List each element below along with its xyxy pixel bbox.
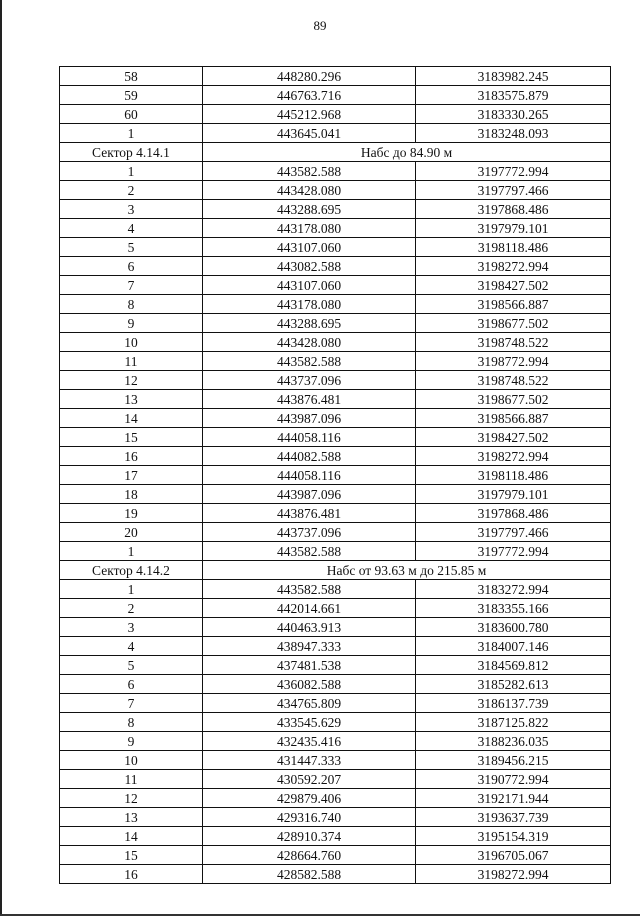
- coordinate-y: 3197772.994: [416, 542, 611, 561]
- table-row: [60, 390, 611, 409]
- point-number: 12: [60, 789, 203, 808]
- table-row: [60, 827, 611, 846]
- coordinate-x: 445212.968: [203, 105, 416, 124]
- point-number: 2: [60, 599, 203, 618]
- coordinate-y: 3183600.780: [416, 618, 611, 637]
- coordinates-table-body: [60, 67, 611, 884]
- table-row: [60, 656, 611, 675]
- coordinate-x: 443178.080: [203, 219, 416, 238]
- point-number: 1: [60, 580, 203, 599]
- point-number: 18: [60, 485, 203, 504]
- point-number: 5: [60, 238, 203, 257]
- coordinate-y: 3183355.166: [416, 599, 611, 618]
- coordinate-y: 3198118.486: [416, 238, 611, 257]
- table-row: [60, 580, 611, 599]
- point-number: 10: [60, 333, 203, 352]
- coordinate-x: 443082.588: [203, 257, 416, 276]
- table-row: [60, 732, 611, 751]
- coordinate-x: 430592.207: [203, 770, 416, 789]
- table-row: [60, 713, 611, 732]
- table-row: [60, 808, 611, 827]
- point-number: 7: [60, 694, 203, 713]
- point-number: 5: [60, 656, 203, 675]
- coordinate-x: 443645.041: [203, 124, 416, 143]
- coordinate-y: 3183575.879: [416, 86, 611, 105]
- coordinate-x: 443582.588: [203, 580, 416, 599]
- table-row: [60, 599, 611, 618]
- coordinate-x: 437481.538: [203, 656, 416, 675]
- point-number: 15: [60, 428, 203, 447]
- table-row: [60, 542, 611, 561]
- table-row: [60, 314, 611, 333]
- coordinate-x: 428582.588: [203, 865, 416, 884]
- point-number: 17: [60, 466, 203, 485]
- coordinate-y: 3195154.319: [416, 827, 611, 846]
- coordinates-table: [59, 66, 611, 884]
- table-row: [60, 789, 611, 808]
- coordinate-x: 431447.333: [203, 751, 416, 770]
- coordinate-y: 3198748.522: [416, 371, 611, 390]
- coordinate-x: 443428.080: [203, 181, 416, 200]
- table-row: [60, 751, 611, 770]
- table-row: [60, 428, 611, 447]
- coordinate-x: 443178.080: [203, 295, 416, 314]
- point-number: 2: [60, 181, 203, 200]
- point-number: 20: [60, 523, 203, 542]
- point-number: 7: [60, 276, 203, 295]
- coordinate-x: 443987.096: [203, 409, 416, 428]
- table-row: [60, 238, 611, 257]
- coordinate-y: 3196705.067: [416, 846, 611, 865]
- coordinate-y: 3183982.245: [416, 67, 611, 86]
- table-row: [60, 675, 611, 694]
- sector-header-row: [60, 561, 611, 580]
- coordinate-y: 3198272.994: [416, 865, 611, 884]
- coordinate-y: 3197868.486: [416, 200, 611, 219]
- table-row: [60, 466, 611, 485]
- coordinate-y: 3197772.994: [416, 162, 611, 181]
- point-number: 4: [60, 219, 203, 238]
- coordinate-x: 434765.809: [203, 694, 416, 713]
- coordinate-y: 3183330.265: [416, 105, 611, 124]
- coordinate-y: 3190772.994: [416, 770, 611, 789]
- table-row: [60, 162, 611, 181]
- table-row: [60, 694, 611, 713]
- point-number: 10: [60, 751, 203, 770]
- point-number: 60: [60, 105, 203, 124]
- sector-name: Сектор 4.14.1: [60, 143, 203, 162]
- page-number: 89: [313, 18, 327, 33]
- coordinate-x: 446763.716: [203, 86, 416, 105]
- coordinate-x: 443428.080: [203, 333, 416, 352]
- scan-edge-left: [0, 0, 2, 916]
- point-number: 4: [60, 637, 203, 656]
- point-number: 1: [60, 124, 203, 143]
- table-row: [60, 257, 611, 276]
- point-number: 6: [60, 257, 203, 276]
- point-number: 11: [60, 770, 203, 789]
- coordinate-y: 3183272.994: [416, 580, 611, 599]
- point-number: 59: [60, 86, 203, 105]
- coordinate-x: 432435.416: [203, 732, 416, 751]
- coordinate-y: 3189456.215: [416, 751, 611, 770]
- coordinate-y: 3197868.486: [416, 504, 611, 523]
- table-row: [60, 295, 611, 314]
- sector-height-limit: Набс до 84.90 м: [203, 143, 611, 162]
- coordinate-y: 3198566.887: [416, 409, 611, 428]
- coordinate-x: 443107.060: [203, 276, 416, 295]
- coordinate-x: 443107.060: [203, 238, 416, 257]
- table-row: [60, 504, 611, 523]
- table-row: [60, 67, 611, 86]
- coordinate-x: 428664.760: [203, 846, 416, 865]
- table-row: [60, 352, 611, 371]
- table-row: [60, 219, 611, 238]
- table-row: [60, 865, 611, 884]
- coordinate-y: 3197797.466: [416, 523, 611, 542]
- point-number: 19: [60, 504, 203, 523]
- coordinate-x: 428910.374: [203, 827, 416, 846]
- table-row: [60, 637, 611, 656]
- table-row: [60, 485, 611, 504]
- coordinate-y: 3198748.522: [416, 333, 611, 352]
- coordinate-x: 444058.116: [203, 428, 416, 447]
- coordinate-x: 433545.629: [203, 713, 416, 732]
- point-number: 12: [60, 371, 203, 390]
- coordinate-x: 443876.481: [203, 504, 416, 523]
- coordinate-x: 444082.588: [203, 447, 416, 466]
- table-row: [60, 846, 611, 865]
- table-row: [60, 447, 611, 466]
- table-row: [60, 276, 611, 295]
- table-row: [60, 86, 611, 105]
- sector-header-row: [60, 143, 611, 162]
- point-number: 13: [60, 808, 203, 827]
- coordinate-y: 3197979.101: [416, 219, 611, 238]
- coordinate-x: 443582.588: [203, 162, 416, 181]
- coordinate-x: 443987.096: [203, 485, 416, 504]
- coordinate-y: 3187125.822: [416, 713, 611, 732]
- coordinate-y: 3198427.502: [416, 428, 611, 447]
- table-row: [60, 618, 611, 637]
- coordinate-y: 3186137.739: [416, 694, 611, 713]
- coordinate-y: 3184007.146: [416, 637, 611, 656]
- coordinate-y: 3197797.466: [416, 181, 611, 200]
- coordinate-x: 443582.588: [203, 542, 416, 561]
- point-number: 58: [60, 67, 203, 86]
- coordinate-x: 442014.661: [203, 599, 416, 618]
- point-number: 8: [60, 713, 203, 732]
- point-number: 14: [60, 827, 203, 846]
- table-row: [60, 105, 611, 124]
- point-number: 9: [60, 732, 203, 751]
- coordinate-y: 3188236.035: [416, 732, 611, 751]
- coordinate-x: 443288.695: [203, 200, 416, 219]
- coordinate-y: 3197979.101: [416, 485, 611, 504]
- table-row: [60, 333, 611, 352]
- point-number: 9: [60, 314, 203, 333]
- coordinate-x: 448280.296: [203, 67, 416, 86]
- table-row: [60, 409, 611, 428]
- coordinate-x: 429879.406: [203, 789, 416, 808]
- table-row: [60, 523, 611, 542]
- coordinate-y: 3198272.994: [416, 447, 611, 466]
- point-number: 11: [60, 352, 203, 371]
- coordinate-x: 443737.096: [203, 371, 416, 390]
- coordinate-x: 436082.588: [203, 675, 416, 694]
- point-number: 6: [60, 675, 203, 694]
- point-number: 8: [60, 295, 203, 314]
- coordinate-y: 3198772.994: [416, 352, 611, 371]
- coordinate-y: 3183248.093: [416, 124, 611, 143]
- table-row: [60, 770, 611, 789]
- coordinate-x: 444058.116: [203, 466, 416, 485]
- point-number: 14: [60, 409, 203, 428]
- coordinate-x: 443737.096: [203, 523, 416, 542]
- sector-name: Сектор 4.14.2: [60, 561, 203, 580]
- point-number: 15: [60, 846, 203, 865]
- coordinate-x: 438947.333: [203, 637, 416, 656]
- coordinate-x: 443876.481: [203, 390, 416, 409]
- table-row: [60, 181, 611, 200]
- point-number: 1: [60, 162, 203, 181]
- table-row: [60, 371, 611, 390]
- coordinate-y: 3184569.812: [416, 656, 611, 675]
- coordinate-x: 429316.740: [203, 808, 416, 827]
- coordinate-y: 3198272.994: [416, 257, 611, 276]
- coordinate-y: 3198566.887: [416, 295, 611, 314]
- sector-height-limit: Набс от 93.63 м до 215.85 м: [203, 561, 611, 580]
- point-number: 16: [60, 447, 203, 466]
- coordinate-x: 440463.913: [203, 618, 416, 637]
- coordinate-y: 3198677.502: [416, 314, 611, 333]
- coordinate-y: 3192171.944: [416, 789, 611, 808]
- coordinate-y: 3198427.502: [416, 276, 611, 295]
- point-number: 1: [60, 542, 203, 561]
- point-number: 3: [60, 200, 203, 219]
- point-number: 3: [60, 618, 203, 637]
- coordinate-x: 443288.695: [203, 314, 416, 333]
- coordinate-y: 3193637.739: [416, 808, 611, 827]
- coordinate-y: 3198118.486: [416, 466, 611, 485]
- table-row: [60, 200, 611, 219]
- table-row: [60, 124, 611, 143]
- point-number: 13: [60, 390, 203, 409]
- coordinate-y: 3198677.502: [416, 390, 611, 409]
- point-number: 16: [60, 865, 203, 884]
- coordinate-y: 3185282.613: [416, 675, 611, 694]
- coordinate-x: 443582.588: [203, 352, 416, 371]
